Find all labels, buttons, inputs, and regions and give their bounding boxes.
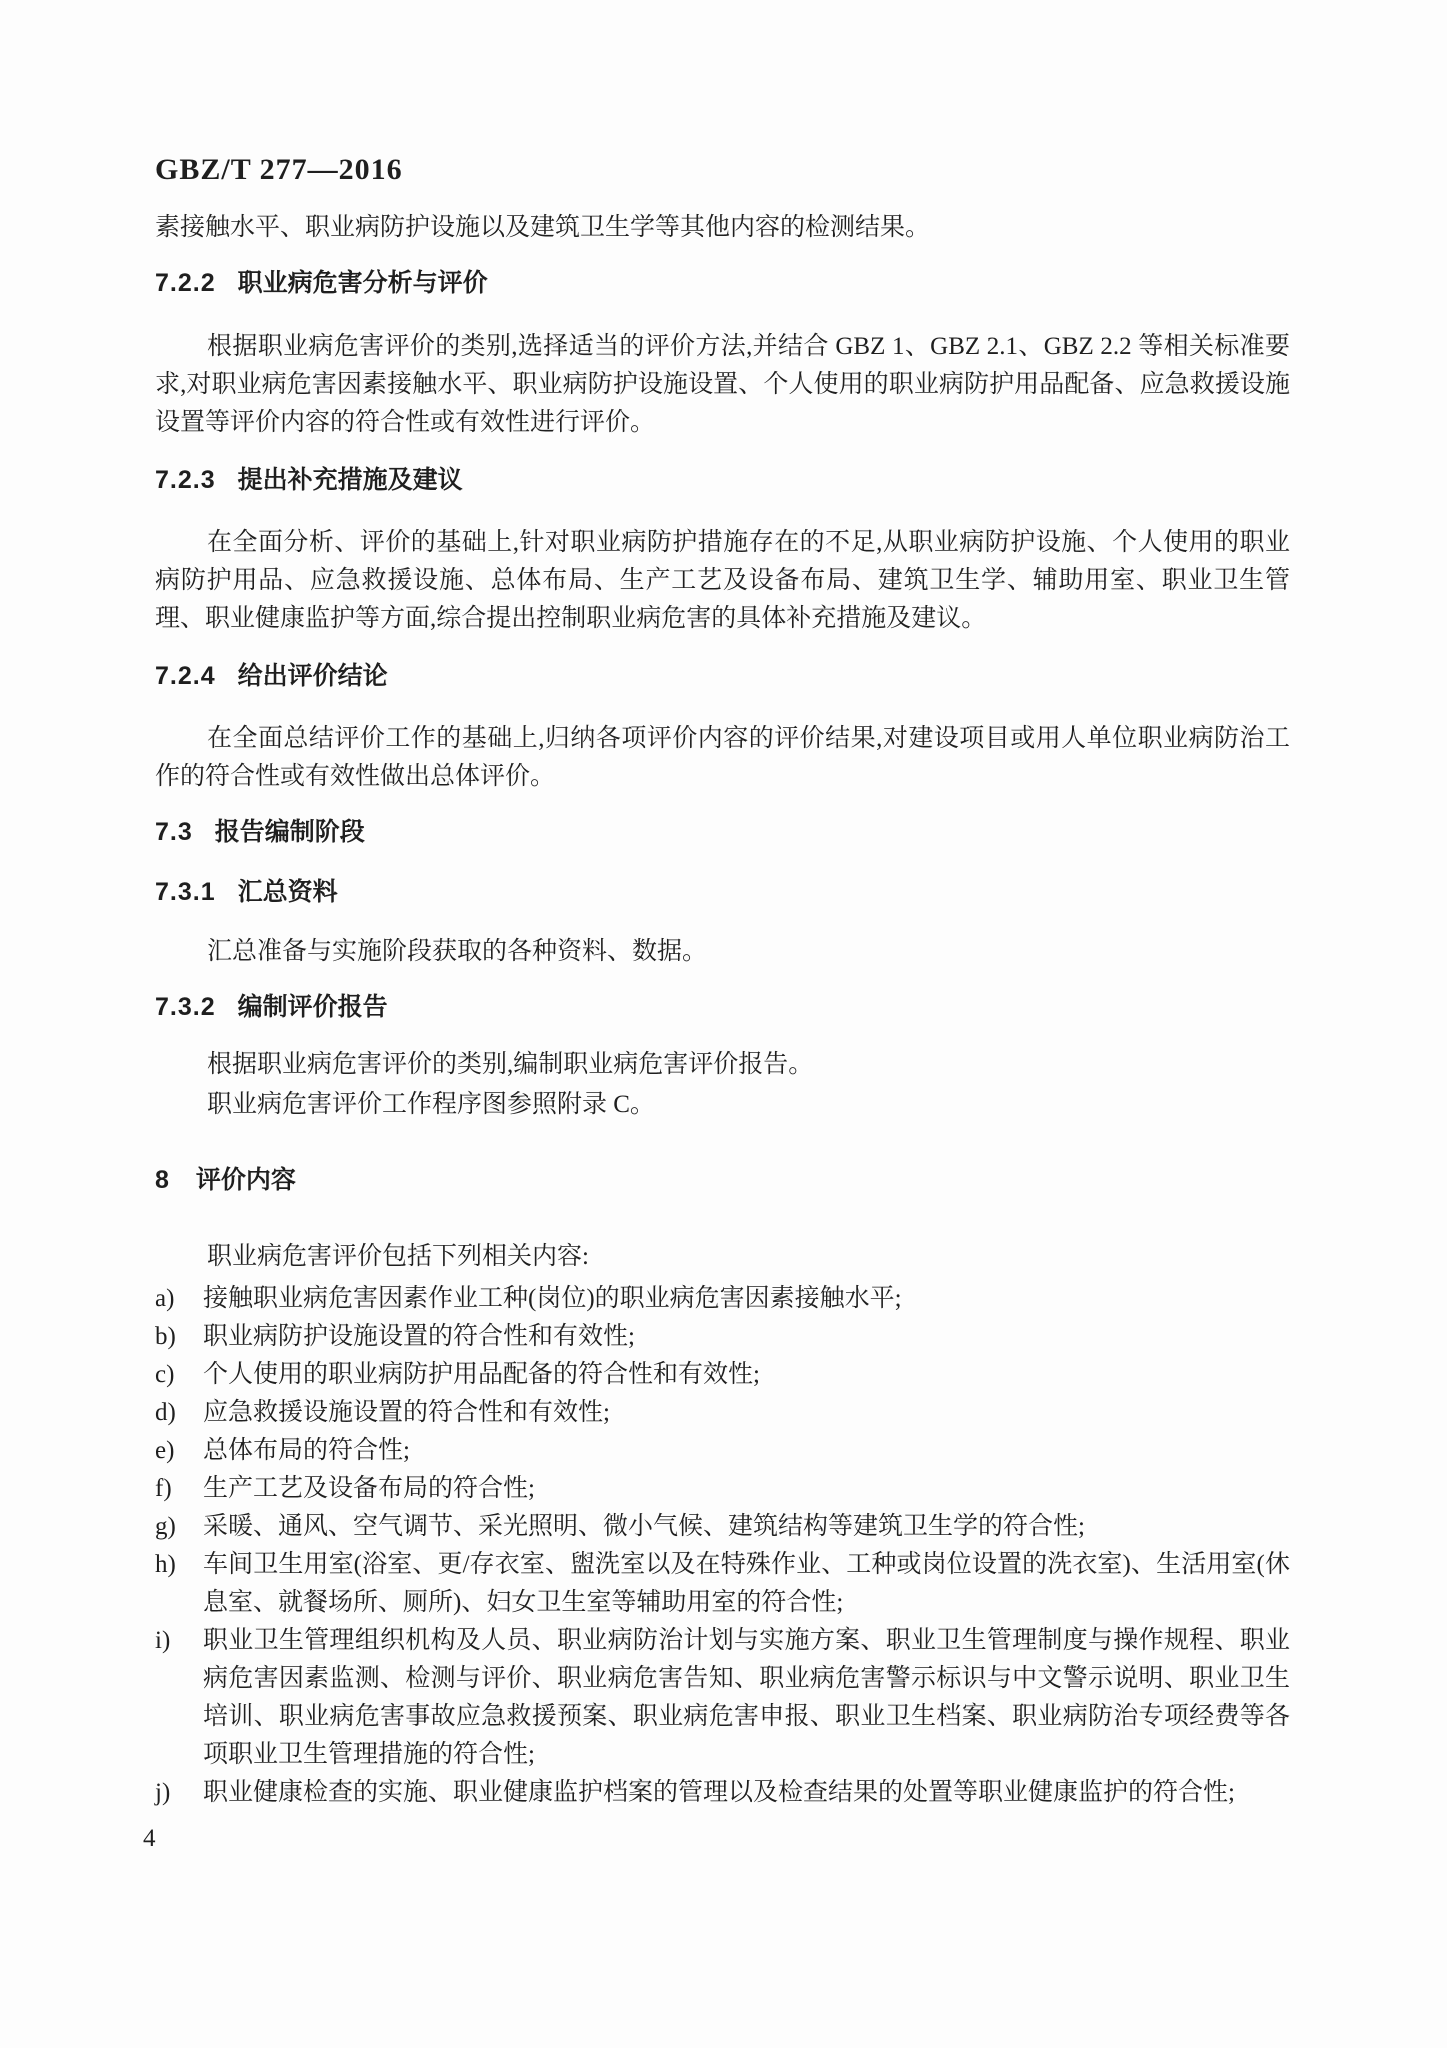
section-number: 7.3.1 bbox=[155, 878, 216, 906]
section-title: 给出评价结论 bbox=[237, 662, 388, 690]
section-title: 提出补充措施及建议 bbox=[237, 466, 463, 494]
section-number: 7.2.4 bbox=[155, 662, 216, 690]
list-item-text: 职业卫生管理组织机构及人员、职业病防治计划与实施方案、职业卫生管理制度与操作规程、职业病危害因素监测、检测与评价、职业病危害告知、职业病危害警示标识与中文警示说明、职业卫生培训、职业病危害事故应急救援预案、职业病危害申报、职业卫生档案、职业病防治专项经费等各项职业卫生管理措施的符合性; bbox=[203, 1627, 1290, 1768]
page-content bbox=[143, 0, 1290, 1858]
chapter-title: 评价内容 bbox=[195, 1166, 296, 1194]
page-number: 4 bbox=[143, 1825, 156, 1852]
list-item bbox=[155, 1774, 1290, 1812]
list-intro-paragraph: 职业病危害评价包括下列相关内容: bbox=[207, 1243, 589, 1270]
list-item-label: e) bbox=[155, 1437, 175, 1464]
doc-code-header: GBZ/T 277—2016 bbox=[155, 153, 403, 186]
section-number: 7.2.3 bbox=[155, 466, 216, 494]
list-item bbox=[155, 1394, 1290, 1432]
paragraph-7-2-2: 根据职业病危害评价的类别,选择适当的评价方法,并结合 GBZ 1、GBZ 2.1、GBZ 2.2 等相关标准要求,对职业病危害因素接触水平、职业病防护设施设置、个人使用的职业病防护用品配备、应急救援设施设置等评价内容的符合性或有效性进行评价。 bbox=[155, 333, 1290, 436]
chapter-number: 8 bbox=[155, 1166, 170, 1194]
list-item-text: 应急救援设施设置的符合性和有效性; bbox=[203, 1399, 610, 1426]
section-number: 7.3 bbox=[155, 818, 193, 846]
list-item-text: 采暖、通风、空气调节、采光照明、微小气候、建筑结构等建筑卫生学的符合性; bbox=[203, 1513, 1085, 1540]
list-item bbox=[155, 1470, 1290, 1508]
evaluation-content-list bbox=[155, 1280, 1290, 1812]
list-item-text: 车间卫生用室(浴室、更/存衣室、盥洗室以及在特殊作业、工种或岗位设置的洗衣室)、生活用室(休息室、就餐场所、厕所)、妇女卫生室等辅助用室的符合性; bbox=[203, 1551, 1290, 1616]
paragraph-7-3-1: 汇总准备与实施阶段获取的各种资料、数据。 bbox=[207, 938, 708, 965]
list-item-text: 生产工艺及设备布局的符合性; bbox=[203, 1475, 535, 1502]
section-number: 7.2.2 bbox=[155, 269, 216, 297]
continuation-paragraph: 素接触水平、职业病防护设施以及建筑卫生学等其他内容的检测结果。 bbox=[155, 214, 931, 241]
list-item bbox=[155, 1546, 1290, 1622]
heading-7-2-3 bbox=[155, 461, 1290, 499]
list-item bbox=[155, 1432, 1290, 1470]
list-item-text: 总体布局的符合性; bbox=[203, 1437, 410, 1464]
list-item bbox=[155, 1356, 1290, 1394]
heading-7-2-2 bbox=[155, 264, 1290, 302]
section-number: 7.3.2 bbox=[155, 993, 216, 1021]
paragraph-7-2-4: 在全面总结评价工作的基础上,归纳各项评价内容的评价结果,对建设项目或用人单位职业病防治工作的符合性或有效性做出总体评价。 bbox=[155, 725, 1290, 790]
list-item-label: g) bbox=[155, 1513, 176, 1540]
list-item-label: b) bbox=[155, 1323, 176, 1350]
list-item-label: j) bbox=[155, 1779, 171, 1806]
paragraph-7-3-2-a: 根据职业病危害评价的类别,编制职业病危害评价报告。 bbox=[207, 1051, 814, 1078]
list-item-text: 职业健康检查的实施、职业健康监护档案的管理以及检查结果的处置等职业健康监护的符合性; bbox=[203, 1779, 1235, 1806]
heading-7-3 bbox=[155, 813, 1290, 851]
section-title: 汇总资料 bbox=[237, 878, 338, 906]
list-item-label: c) bbox=[155, 1361, 175, 1388]
heading-7-2-4 bbox=[155, 657, 1290, 695]
section-title: 编制评价报告 bbox=[237, 993, 388, 1021]
section-title: 报告编制阶段 bbox=[214, 818, 365, 846]
list-item bbox=[155, 1622, 1290, 1774]
paragraph-7-3-2-b: 职业病危害评价工作程序图参照附录 C。 bbox=[207, 1091, 655, 1118]
list-item-label: h) bbox=[155, 1551, 176, 1578]
section-title: 职业病危害分析与评价 bbox=[237, 269, 488, 297]
paragraph-7-2-3: 在全面分析、评价的基础上,针对职业病防护措施存在的不足,从职业病防护设施、个人使用的职业病防护用品、应急救援设施、总体布局、生产工艺及设备布局、建筑卫生学、辅助用室、职业卫生管理、职业健康监护等方面,综合提出控制职业病危害的具体补充措施及建议。 bbox=[155, 529, 1290, 632]
list-item-label: d) bbox=[155, 1399, 176, 1426]
list-item bbox=[155, 1318, 1290, 1356]
list-item-text: 职业病防护设施设置的符合性和有效性; bbox=[203, 1323, 635, 1350]
list-item bbox=[155, 1280, 1290, 1318]
list-item-label: i) bbox=[155, 1627, 171, 1654]
list-item-text: 接触职业病危害因素作业工种(岗位)的职业病危害因素接触水平; bbox=[203, 1285, 902, 1312]
heading-7-3-2 bbox=[155, 988, 1290, 1026]
heading-8 bbox=[155, 1161, 1290, 1199]
list-item bbox=[155, 1508, 1290, 1546]
list-item-text: 个人使用的职业病防护用品配备的符合性和有效性; bbox=[203, 1361, 760, 1388]
list-item-label: f) bbox=[155, 1475, 172, 1502]
list-item-label: a) bbox=[155, 1285, 175, 1312]
heading-7-3-1 bbox=[155, 873, 1290, 911]
